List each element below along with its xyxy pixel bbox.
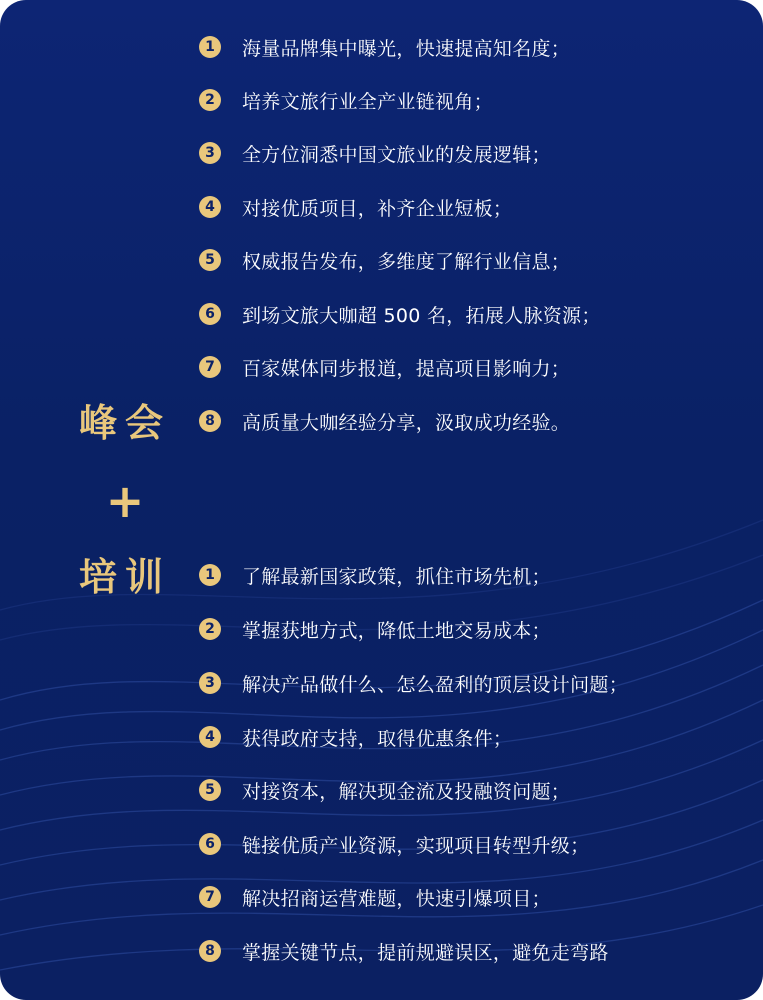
list-item-text: 对接资本，解决现金流及投融资问题； — [242, 780, 571, 803]
heading-training: 培训 — [78, 554, 171, 599]
list-item-text: 百家媒体同步报道，提高项目影响力； — [242, 357, 571, 380]
list-item-text: 链接优质产业资源，实现项目转型升级； — [242, 834, 590, 857]
number-badge: 3 — [199, 672, 221, 694]
list-item-text: 掌握获地方式，降低土地交易成本； — [242, 619, 551, 642]
list-item-text: 了解最新国家政策，抓住市场先机； — [242, 565, 551, 588]
list-item — [199, 560, 551, 590]
list-item — [199, 614, 551, 644]
list-item-text: 解决产品做什么、怎么盈利的顶层设计问题； — [242, 673, 629, 696]
number-badge: 3 — [199, 142, 221, 164]
list-item-text: 高质量大咖经验分享，汲取成功经验。 — [242, 411, 571, 434]
list-item — [199, 245, 570, 275]
number-badge: 5 — [199, 249, 221, 271]
number-badge: 4 — [199, 726, 221, 748]
number-badge: 7 — [199, 886, 221, 908]
list-item-text: 培养文旅行业全产业链视角； — [242, 90, 493, 113]
list-item — [199, 829, 589, 859]
list-item — [199, 32, 570, 62]
list-item — [199, 775, 570, 805]
number-badge: 7 — [199, 356, 221, 378]
list-item — [199, 722, 512, 752]
list-item-text: 海量品牌集中曝光，快速提高知名度； — [242, 37, 571, 60]
list-item — [199, 882, 551, 912]
list-item — [199, 936, 609, 966]
list-item-text: 全方位洞悉中国文旅业的发展逻辑； — [242, 143, 551, 166]
number-badge: 6 — [199, 833, 221, 855]
number-badge: 8 — [199, 940, 221, 962]
number-badge: 2 — [199, 618, 221, 640]
number-badge: 8 — [199, 410, 221, 432]
list-item-text: 对接优质项目，补齐企业短板； — [242, 197, 513, 220]
number-badge: 1 — [199, 36, 221, 58]
list-item — [199, 299, 601, 329]
list-item-text: 到场文旅大咖超 500 名，拓展人脉资源； — [242, 304, 601, 327]
list-item — [199, 352, 570, 382]
list-item — [199, 668, 628, 698]
list-item-text: 权威报告发布，多维度了解行业信息； — [242, 250, 571, 273]
number-badge: 1 — [199, 564, 221, 586]
list-item — [199, 192, 512, 222]
number-badge: 6 — [199, 303, 221, 325]
list-item — [199, 138, 551, 168]
list-item — [199, 85, 493, 115]
list-item-text: 获得政府支持，取得优惠条件； — [242, 727, 513, 750]
heading-summit: 峰会 — [78, 400, 171, 445]
plus-sign: + — [105, 474, 145, 528]
number-badge: 2 — [199, 89, 221, 111]
number-badge: 5 — [199, 779, 221, 801]
list-item — [199, 406, 570, 436]
list-item-text: 解决招商运营难题，快速引爆项目； — [242, 887, 551, 910]
number-badge: 4 — [199, 196, 221, 218]
list-item-text: 掌握关键节点，提前规避误区，避免走弯路 — [242, 941, 609, 964]
